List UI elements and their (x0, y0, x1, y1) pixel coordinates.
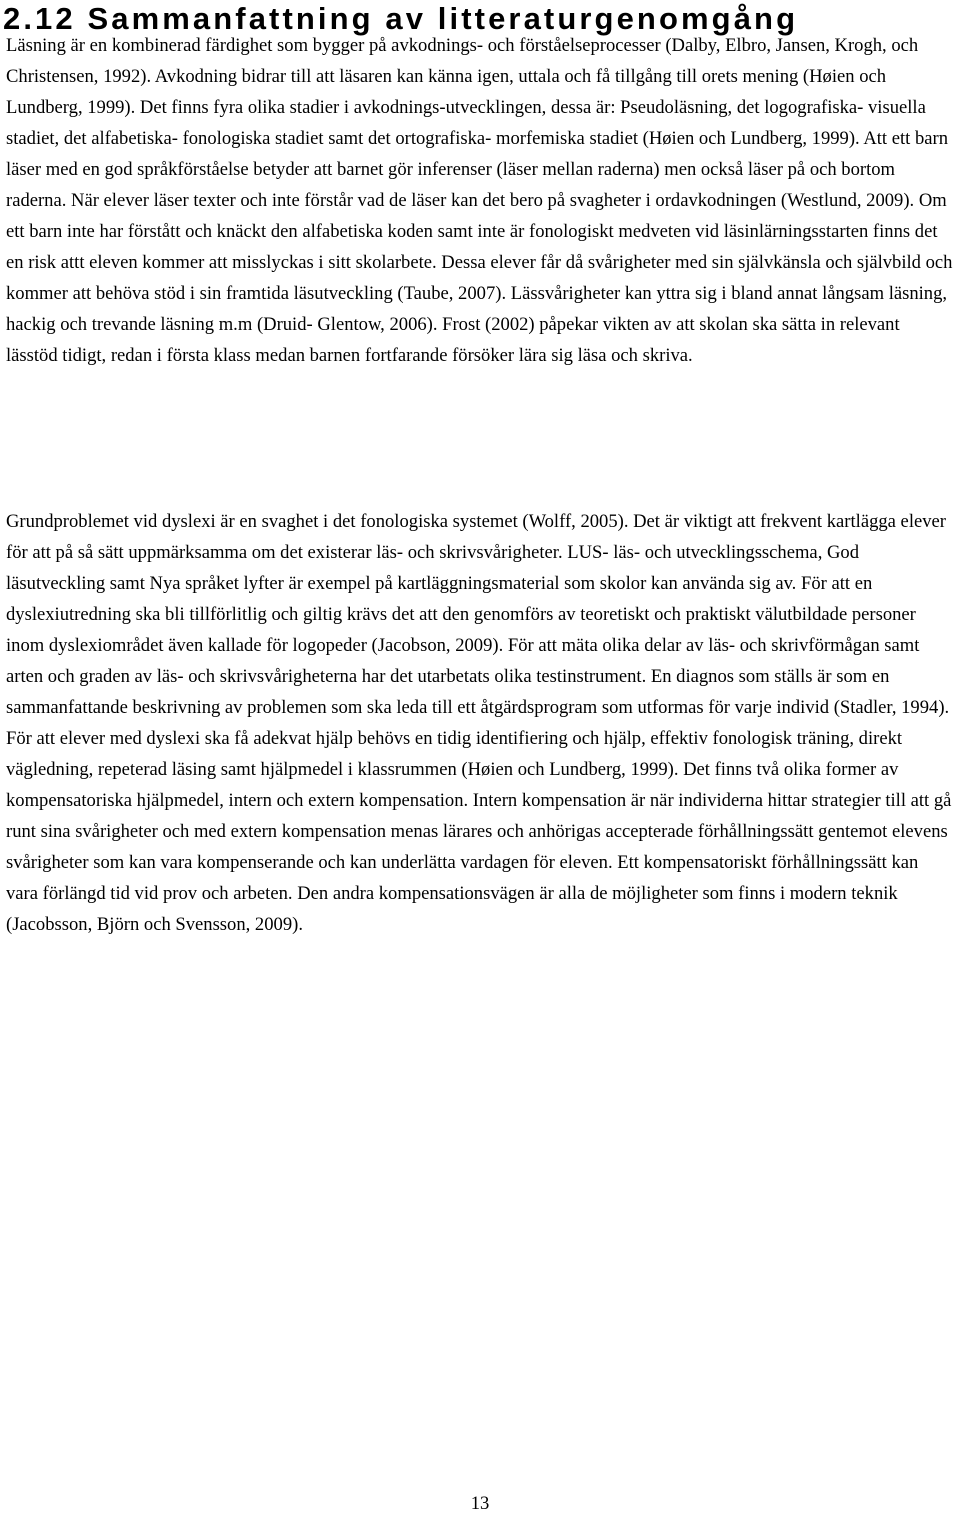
paragraph-dyslexia-support: Grundproblemet vid dyslexi är en svaghet i det fonologiska systemet (Wolff, 2005). Det är viktigt att frekvent kartlägga elever för att på så sätt uppmärksamma om det existerar läs- och skrivsvårigheter. LUS- läs- och utvecklingsschema, God läsutveckling samt Nya språket lyfter är exempel på kartläggningsmaterial som skolor kan använda sig av. För att en dyslexiutredning ska bli tillförlitlig och giltig krävs det att den genomförs av teoretiskt och praktiskt välutbildade personer inom dyslexiområdet även kallade för logopeder (Jacobson, 2009). För att mäta olika delar av läs- och skrivförmågan samt arten och graden av läs- och skrivsvårigheterna har det utarbetats olika testinstrument. En diagnos som ställs är som en sammanfattande beskrivning av problemen som ska leda till ett åtgärdsprogram som utformas för varje individ (Stadler, 1994). För att elever med dyslexi ska få adekvat hjälp behövs en tidig identifiering och hjälp, effektiv fonologisk träning, direkt vägledning, repeterad läsing samt hjälpmedel i klassrummen (Høien och Lundberg, 1999). Det finns två olika former av kompensatoriska hjälpmedel, intern och extern kompensation. Intern kompensation är när individerna hittar strategier till att gå runt sina svårigheter och med extern kompensation menas lärares och anhörigas accepterade förhållningssätt gentemot elevens svårigheter som kan vara kompenserande och kan underlätta vardagen för eleven. Ett kompensatoriskt förhållningssätt kan vara förlängd tid vid prov och arbeten. Den andra kompensationsvägen är alla de möjligheter som finns i modern teknik (Jacobsson, Björn och Svensson, 2009). (6, 511, 952, 935)
page-number: 13 (470, 1493, 490, 1514)
paragraph-reading-and-decoding: Läsning är en kombinerad färdighet som bygger på avkodnings- och förståelseprocesser (Dalby, Elbro, Jansen, Krogh, och Christensen, 1992). Avkodning bidrar till att läsaren kan känna igen, uttala och få tillgång till orets mening (Høien och Lundberg, 1999). Det finns fyra olika stadier i avkodnings-utvecklingen, dessa är: Pseudoläsning, det logografiska- visuella stadiet, det alfabetiska- fonologiska stadiet samt det ortografiska- morfemiska stadiet (Høien och Lundberg, 1999). Att ett barn läser med en god språkförståelse betyder att barnet gör inferenser (läser mellan raderna) men också läser på och bortom raderna. När elever läser texter och inte förstår vad de läser kan det bero på svagheter i ordavkodningen (Westlund, 2009). Om ett barn inte har förstått och knäckt den alfabetiska koden samt inte är fonologiskt medveten vid läsinlärningsstarten finns det en risk attt eleven kommer att misslyckas i sitt skolarbete. Dessa elever får då svårigheter med sin självkänsla och självbild och kommer att behöva stöd i sin framtida läsutveckling (Taube, 2007). Lässvårigheter kan yttra sig i bland annat långsam läsning, hackig och trevande läsning m.m (Druid- Glentow, 2006). Frost (2002) påpekar vikten av att skolan ska sätta in relevant lässtöd tidigt, redan i första klass medan barnen fortfarande försöker lära sig läsa och skriva. (6, 35, 953, 366)
section-heading: 2.12 Sammanfattning av litteraturgenomgång (3, 1, 799, 36)
